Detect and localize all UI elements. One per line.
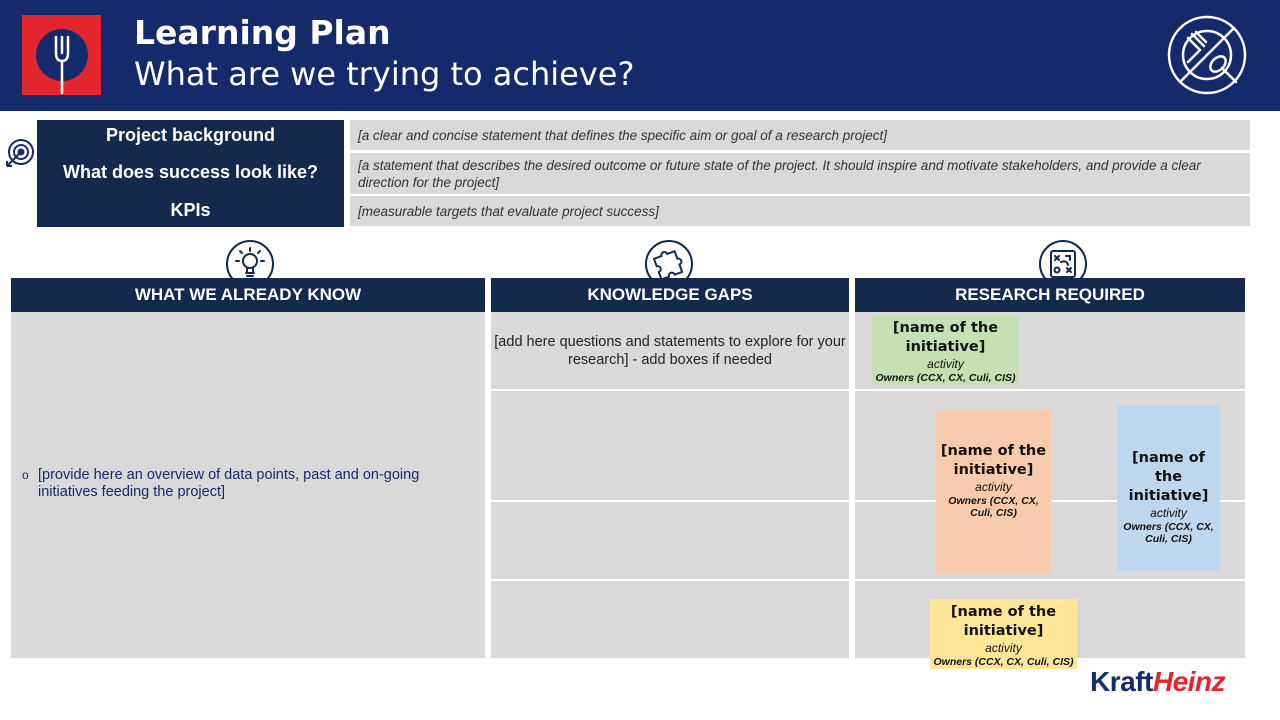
initiative-activity: activity: [927, 357, 964, 371]
gap-text: [add here questions and statements to explore for your research] - add boxes if needed: [494, 334, 846, 368]
known-text: [provide here an overview of data points, past and on-going initiatives feeding the project]: [38, 467, 420, 500]
initiative-title: [name of the initiative]: [1128, 450, 1209, 504]
initiative-owners: Owners (CCX, CX, Culi, CIS): [875, 372, 1016, 384]
kraftheinz-logo: [1090, 664, 1225, 700]
initiative-card-yellow[interactable]: [930, 599, 1077, 669]
fork-icon: [22, 15, 101, 95]
value-success[interactable]: [a statement that describes the desired outcome or future state of the project. It should inspire and motivate stakeholders, and provide a clear direction for the project]: [350, 153, 1250, 194]
gap-cell-2[interactable]: [491, 391, 849, 500]
known-bullet-item: [22, 467, 462, 501]
plate-cutlery-icon: [1166, 14, 1248, 96]
column-header-known: WHAT WE ALREADY KNOW: [11, 278, 485, 312]
initiative-title: [name of the initiative]: [940, 443, 1047, 478]
initiative-activity: activity: [1150, 506, 1187, 520]
value-kpis[interactable]: [measurable targets that evaluate project success]: [350, 196, 1250, 226]
initiative-title: [name of the initiative]: [892, 320, 999, 355]
initiative-activity: activity: [985, 641, 1022, 655]
page-subtitle: What are we trying to achieve?: [134, 55, 635, 93]
value-project-background[interactable]: [a clear and concise statement that defines the specific aim or goal of a research project]: [350, 120, 1250, 150]
fork-logo: [22, 15, 101, 95]
initiative-card-blue[interactable]: [1117, 405, 1220, 571]
brand-part1: Kraft: [1090, 666, 1153, 697]
initiative-owners: Owners (CCX, CX, Culi, CIS): [948, 495, 1039, 519]
label-project-background: Project background: [105, 125, 276, 145]
initiative-activity: activity: [975, 480, 1012, 494]
column-header-gaps: KNOWLEDGE GAPS: [491, 278, 849, 312]
bullet-mark: o: [22, 468, 29, 482]
brand-part2: Heinz: [1152, 666, 1226, 697]
page-title: Learning Plan: [134, 13, 391, 52]
column-header-research: RESEARCH REQUIRED: [855, 278, 1245, 312]
target-icon: [4, 137, 36, 169]
gap-cell-3[interactable]: [491, 502, 849, 579]
label-kpis: KPIs: [170, 200, 211, 220]
initiative-title: [name of the initiative]: [950, 604, 1057, 639]
initiative-card-green[interactable]: [872, 315, 1019, 385]
initiative-owners: Owners (CCX, CX, Culi, CIS): [933, 656, 1074, 668]
initiative-card-orange[interactable]: [936, 410, 1051, 574]
label-success: What does success look like?: [62, 162, 319, 182]
gap-cell-4[interactable]: [491, 581, 849, 658]
initiative-owners: Owners (CCX, CX, Culi, CIS): [1123, 521, 1214, 545]
